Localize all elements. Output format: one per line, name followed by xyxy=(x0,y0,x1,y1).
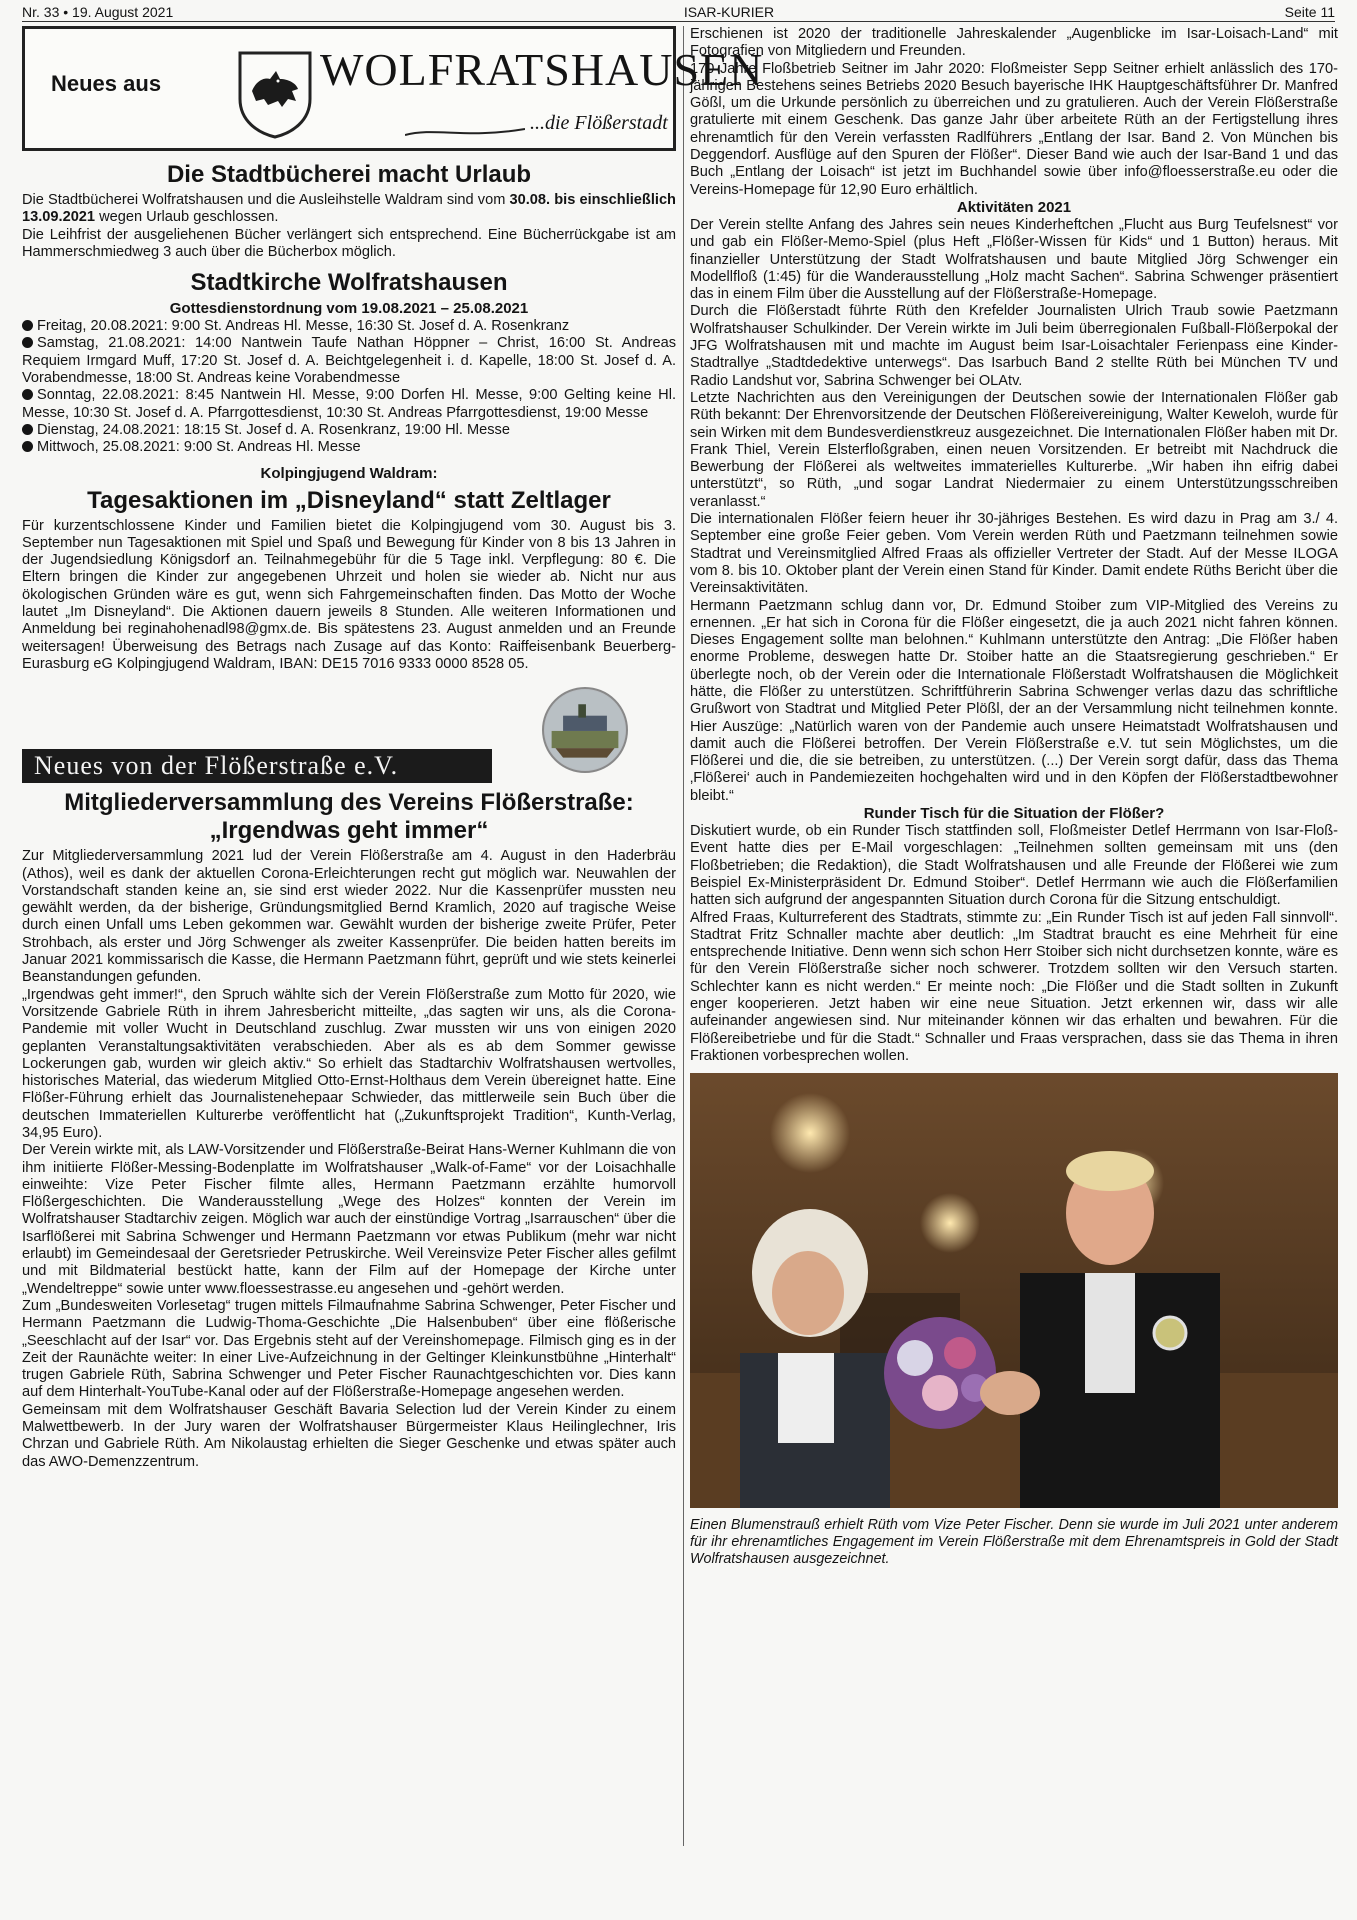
wolf-crest-icon xyxy=(238,51,312,139)
bouquet-photo xyxy=(690,1073,1338,1508)
service-text: Samstag, 21.08.2021: 14:00 Nantwein Taufe Nathan Höppner – Christ, 16:00 St. Andreas Requiem Irmgard Muff, 17:20 St. Josef d. A. Beichtgelegenheit i. d. Kapelle, 18:00 St. Josef d. A. Vorabendmesse, 18:00 St. Andreas keine Vorabendmesse xyxy=(22,335,676,387)
wolfratshausen-logo-box xyxy=(22,26,764,151)
right-column xyxy=(690,26,1338,1568)
bullet-icon xyxy=(22,337,33,348)
floesser-paragraph: „Irgendwas geht immer!“, den Spruch wählte sich der Verein Flößerstraße zum Motto für 2020, wie Vorsitzende Gabriele Rüth in ihrem Jahresbericht mitteilte, „das sagten wir uns, als die Corona-Pandemie mit voller Wucht in Deutschland zuschlug. Zwar mussten wir uns von einigen 2020 geplanten Veranstaltungsaktivitäten verabschieden. Aber als es ab dem Sommer gewisse Lockerungen gab, wurden wir gleich aktiv.“ So erhielt das Stadtarchiv Wolfratshausen wertvolles, historisches Material, das wiederum Mitglied Otto-Ernst-Holthaus dem Verein übereignet hatte. Eine Flößer-Führung erhielt das Journalistenehepaar Schwieder, das mittlerweile sein Buch über die deutschen Immateriellen Kulturerbe veröffentlicht hat („Zukunftsprojekt Tradition“, Kunth-Verlag, 34,95 Euro). xyxy=(22,986,676,1141)
kolping-body: Für kurzentschlossene Kinder und Familien bietet die Kolpingjugend vom 30. August bis 3. September nun Tagesaktionen mit Spiel und Spaß und Bewegung für Kinder von 8 bis 13 Jahren in der Jugendsiedlung Königsdorf an. Teilnahmegebühr für die 5 Tage inkl. Verpflegung: 80 €. Die Eltern bringen die Kinder zur angegebenen Uhrzeit und holen sie wieder ab. Nicht nur aus ökologischen Gründen wäre es gut, wenn sich Fahrgemeinschaften finden. Das Motto der Woche lautet „Im Disneyland“. Die Aktionen dauern jeweils 8 Stunden. Alle weiteren Informationen und Anmeldung bei reginahohenadl98@gmx.de. Bis spätestens 23. August anmelden und an Freunde weitersagen! Überweisung des Betrags nach Zusage auf das Konto: Raiffeisenbank Beuerberg-Eurasburg eG Kolpingjugend Waldram, IBAN: DE15 7016 9333 0000 8528 05. xyxy=(22,517,676,672)
library-text-c: wegen Urlaub geschlossen. xyxy=(95,209,279,226)
floesser-paragraph: Zum „Bundesweiten Vorlesetag“ trugen mittels Filmaufnahme Sabrina Schwenger, Peter Fischer und Hermann Paetzmann die Ludwig-Thoma-Geschichte „Die Halsenbuben“ über eine flößerische „Seeschlacht auf der Isar“ vor. Das Ergebnis steht auf der Vereinshomepage. Filmisch ging es in der Zeit der Raunächte weiter: In einer Live-Aufzeichnung in der Geltinger Kleinkunstbühne „Hinterhalt“ trugen Gabriele Rüth, Sabrina Schwenger und Peter Fischer Raunachtgeschichten vor. Dies kann auf dem Hinterhalt-YouTube-Kanal oder auf der Flößerstraße-Homepage angesehen werden. xyxy=(22,1297,676,1401)
logo-intro: Neues aus xyxy=(51,71,162,96)
article-paragraph: Alfred Fraas, Kulturreferent des Stadtrats, stimmte zu: „Ein Runder Tisch ist auf jeden Fall sinnvoll“. Stadtrat Fritz Schnaller machte aber deutlich: „Im Stadtrat braucht es eine Mehrheit für eine entsprechende Initiative. Denn wenn sich schon Herr Stoiber sich nicht durchsetzen konnte, wäre es für den Verein Flößerstraße sicher noch schwerer. Trotzdem sollten wir den Versuch starten. Schlechter kann es nicht werden.“ Er meinte noch: „Die Flößer und die Stadt sollten in Zukunft enger kooperieren. Jetzt haben wir eine neue Situation. Jetzt erkennen wir, dass wir alle aufeinander angewiesen sind. Nur miteinander können wir das erhalten und bewahren. Für die Flößereibetriebe und für die Stadt.“ Schnaller und Fraas versprachen, dass sie das Thema in ihren Fraktionen vorbesprechen wollen. xyxy=(690,909,1338,1064)
article-paragraph: Der Verein stellte Anfang des Jahres sein neues Kinderheftchen „Flucht aus Burg Teufelsnest“ vor und gab ein Flößer-Memo-Spiel (plus Heft „Flößer-Wissen für Kids“ und 1 Button) heraus. Mit finanzieller Unterstützung der Stadt Wolfratshausen und baute Mitglied Jörg Schwenger ein Modellfloß (1:45) für die Wanderausstellung „Holz macht Sachen“. Sabrina Schwenger präsentiert das in einem Film über die Ausstellung auf der Flößerstraße-Homepage. xyxy=(690,216,1338,303)
floesser-section-bar: Neues von der Flößerstraße e.V. xyxy=(22,749,492,783)
bullet-icon xyxy=(22,389,33,400)
kolping-headline: Tagesaktionen im „Disneyland“ statt Zeltlager xyxy=(87,486,611,514)
floesser-paragraph: Zur Mitgliederversammlung 2021 lud der Verein Flößerstraße am 4. August in den Haderbräu (Athos), weil es dank der aktuellen Corona-Erleichterungen recht gut möglich war. Neuwahlen der Vorstandschaft standen keine an, sie sind erst wieder 2022. Nur die Kassenprüfer mussten neu gewählt werden, da der bisherige, Gründungsmitglied Bernd Kramlich, 2020 auf tragische Weise durch einen Unfall ums Leben gekommen war. Gewählt wurden der bisherige zweite Prüfer, Peter Strohbach, als erster und Jörg Schwenger als zweiter Kassenprüfer. Die beiden hatten bereits im Januar 2021 kommissarisch die Kasse, die Hermann Paetzmann führt, geprüft und wie stets keinerlei Beanstandungen gefunden. xyxy=(22,848,676,986)
column-divider xyxy=(683,26,684,1846)
round-table-heading: Runder Tisch für die Situation der Flößer? xyxy=(863,805,1165,823)
service-item xyxy=(22,422,676,439)
library-dates: 30.08. bis einschließlich 13.09.2021 xyxy=(22,192,676,226)
service-text: Dienstag, 24.08.2021: 18:15 St. Josef d. A. Rosenkranz, 19:00 Hl. Messe xyxy=(37,421,510,438)
library-text-2: Die Leihfrist der ausgeliehenen Bücher verlängert sich entsprechend. Eine Bücherrückgabe ist am Hammerschmiedweg 3 auch über die Bücherbox möglich. xyxy=(22,226,676,260)
library-text xyxy=(22,192,676,227)
bullet-icon xyxy=(22,441,33,452)
page-header xyxy=(22,4,1335,22)
service-text: Mittwoch, 25.08.2021: 9:00 St. Andreas Hl. Messe xyxy=(37,439,361,456)
service-text: Freitag, 20.08.2021: 9:00 St. Andreas Hl. Messe, 16:30 St. Josef d. A. Rosenkranz xyxy=(37,318,570,335)
floesser-badge-icon xyxy=(542,687,628,773)
service-item xyxy=(22,318,676,335)
logo-city-name: WOLFRATSHAUSEN xyxy=(320,44,764,95)
activities-heading: Aktivitäten 2021 xyxy=(956,198,1072,216)
floesser-paragraph: Gemeinsam mit dem Wolfratshauser Geschäft Bavaria Selection lud der Verein Kinder zu einem Malwettbewerb. In der Jury waren der Wolfratshauser Bürgermeister Klaus Heilinglechner, Iris Chrzan und Gabriele Rüth. Am Nikolaustag erhielten die Sieger Geschenke und etwas später auch das AWO-Demenzzentrum. xyxy=(22,1401,676,1470)
article-paragraph: Letzte Nachrichten aus den Vereinigungen der Deutschen sowie der Internationalen Flößer gab Rüth bekannt: Der Ehrenvorsitzende der Deutschen Flößereivereinigung, Walter Keweloh, wurde für sein Wirken mit dem Bundesverdienstkreuz ausgezeichnet. Die Internationalen Flößer haben mit Dr. Frank Thiel, Verein Elsterfloßgraben, einen neuen Vorsitzenden. Er betreibt mit Nachdruck die Bewerbung der Flößerei als weltweites immaterielles Kulturerbe. „Wir haben ihn eifrig dabei unterstützt“, so Rüth, „und sogar Landrat Niedermaier zu einem Unterstützungsschreiben veranlasst.“ xyxy=(690,389,1338,510)
newspaper-name: ISAR-KURIER xyxy=(683,4,775,20)
service-text: Sonntag, 22.08.2021: 8:45 Nantwein Hl. Messe, 9:00 Dorfen Hl. Messe, 9:00 Gelting keine Hl. Messe, 10:30 St. Josef d. A. Pfarrgottesdienst, 10:30 St. Andreas Pfarrgottesdienst, 19:00 Messe xyxy=(22,387,676,421)
library-headline: Die Stadtbücherei macht Urlaub xyxy=(166,161,532,188)
floesser-paragraph: Der Verein wirkte mit, als LAW-Vorsitzender und Flößerstraße-Beirat Hans-Werner Kuhlmann die von ihm initiierte Flößer-Messing-Bodenplatte im Wolfratshauser „Walk-of-Fame“ vor der Loisachhalle einweihte: Vize Peter Fischer filmte alles, Hermann Paetzmann erzählte humorvoll Flößergeschichten. Die Wanderausstellung „Wege des Holzes“ konnten der Verein im Wolfratshauser Stadtarchiv zeigen. Möglich war auch der einstündige Vortrag „Isarrauschen“ über die Isarflößerei mit Sabrina Schwenger und Hermann Paetzmann vor etwas Publikum (mehr war nicht erlaubt) im Gemeindesaal der Geretsrieder Petruskirche. Weil Vereinsvize Peter Fischer alles gefilmt und mit Bildmaterial bestückt hatte, kann der Film auf der Homepage der Kirche unter „Wendeltreppe“ sowie unter www.floessestrasse.eu angesehen und -gehört werden. xyxy=(22,1142,676,1297)
article-paragraph: 170 Jahre Floßbetrieb Seitner im Jahr 2020: Floßmeister Sepp Seitner erhielt anlässlich des 170-jährigen Bestehens seines Betriebs 2020 Besuch bayerische IHK Hauptgeschäftsführer Dr. Manfred Gößl, um die Urkunde persönlich zu überreichen und zu gratulieren. Auch der Verein Flößerstraße gratulierte mit einem Geschenk. Das ganze Jahr über arbeitete Rüth an der Fertigstellung ihres ehrenamtlich für den Verein verfassten Radlführers „Entlang der Isar. Band 2. Von München bis Deggendorf. Ausflüge auf den Spuren der Flößer“. Dieser Band wie auch der Isar-Band 1 und das Buch „Entlang der Loisach“ ist jetzt im Buchhandel sowie über info@floesserstraße.eu oder die Vereins-Homepage für 12,90 Euro erhältlich. xyxy=(690,60,1338,198)
church-subtitle: Gottesdienstordnung vom 19.08.2021 – 25.08.2021 xyxy=(169,300,529,318)
article-paragraph: Diskutiert wurde, ob ein Runder Tisch stattfinden soll, Floßmeister Detlef Herrmann von Isar-Floß-Event hatte dies per E-Mail vorgeschlagen: „Teilnehmen sollten gemeinsam mit uns (den Floßbetrieben; die Redaktion), die Stadt Wolfratshausen und alle Freunde der Flößerei wie zum Beispiel Ex-Ministerpräsident Dr. Edmund Stoiber“. Detlef Herrmann wie auch die Flößerfamilien hatten sich aufgrund der angespannten Situation durch Corona für die Sitzung entschuldigt. xyxy=(690,823,1338,909)
service-item xyxy=(22,439,676,456)
article-paragraph: Durch die Flößerstadt führte Rüth den Krefelder Journalisten Ulrich Traub sowie Paetzmann Wolfratshauser Schulkinder. Der Verein wirkte im Juli beim überregionalen Fußball-Flößerpokal der JFG Wolfratshausen mit und machte im August beim Isar-Loisachtaler Ferienpass eine Kinder-Stadtrallye „Stadtdedektive unterwegs“. Das Isarbuch Band 2 stellte Rüth bei München TV und Radio Landshut vor, Sabrina Schwenger bei OLAtv. xyxy=(690,303,1338,389)
floesser-headline: Mitgliederversammlung des Vereins Flößerstraße: „Irgendwas geht immer“ xyxy=(64,789,634,845)
library-text-a: Die Stadtbücherei Wolfratshausen und die Ausleihstelle Waldram sind vom xyxy=(22,192,510,208)
photo-caption: Einen Blumenstrauß erhielt Rüth vom Vize Peter Fischer. Denn sie wurde im Juli 2021 unter anderem für ihr ehrenamtliches Engagement im Verein Flößerstraße mit dem Ehrenamtspreis in Gold der Stadt Wolfratshausen ausgezeichnet. xyxy=(690,1516,1338,1567)
article-paragraph: Erschienen ist 2020 der traditionelle Jahreskalender „Augenblicke im Isar-Loisach-Land“ mit Fotografien von Mitgliedern und Freunden. xyxy=(690,26,1338,60)
kolping-kicker: Kolpingjugend Waldram: xyxy=(260,464,438,482)
article-paragraph: Hermann Paetzmann schlug dann vor, Dr. Edmund Stoiber zum VIP-Mitglied des Vereins zu ernennen. „Er hat sich in Corona für die Flößer eingesetzt, die ja auch 2021 nicht fahren können. Dieses Engagement sollte man belohnen.“ Kuhlmann unterstützte den Antrag: „Die Flößer haben enorme Probleme, deswegen hatte Dr. Stoiber hatte an die Staatsregierung geschrieben.“ Er überlegte noch, ob der Verein oder die Internationale Flößerstadt Wolfratshausen die Möglichkeit hätte, die Flößer zu unterstützen. Schriftführerin Sabrina Schwenger verlas dazu das schriftliche Grußwort von Stadtrat und Mitglied Peter Plößl, der an der Versammlung nicht teilnehmen konnte. Hier Auszüge: „Natürlich waren von der Pandemie auch unsere Heimatstadt Wolfratshausen und damit auch die Flößerei betroffen. Der Verein Flößerstraße e.V. tut sein Möglichstes, um die Flößerei und die, die sie betreiben, zu unterstützen. (...) Der Verein sorgt dafür, dass das Thema ‚Flößerei‘ auch in Pandemiezeiten hochgehalten wird und in den Köpfen der Flößerstadtbewohner bleibt.“ xyxy=(690,597,1338,804)
left-column xyxy=(22,26,764,1471)
bullet-icon xyxy=(22,424,33,435)
logo-tagline: ...die Flößerstadt xyxy=(530,112,668,134)
issue-date: Nr. 33 • 19. August 2021 xyxy=(22,4,174,20)
service-item xyxy=(22,335,676,387)
service-item xyxy=(22,387,676,422)
church-headline: Stadtkirche Wolfratshausen xyxy=(190,269,508,297)
bullet-icon xyxy=(22,320,33,331)
floesser-banner xyxy=(22,687,676,787)
logo-swoosh xyxy=(405,125,525,139)
article-paragraph: Die internationalen Flößer feiern heuer ihr 30-jähriges Bestehen. Es wird dazu in Prag am 3./ 4. September eine große Feier geben. Vom Verein werden Rüth und Paetzmann teilnehmen sowie Stadtrat und Vereinsmitglied Alfred Fraas als offizieller Vertreter der Stadt. Auf der Messe ILOGA vom 8. bis 10. Oktober plant der Verein einen Stand für Kinder. Damit endete Rüths Bericht über die Vereinsaktivitäten. xyxy=(690,511,1338,597)
page-number: Seite 11 xyxy=(1284,4,1335,20)
